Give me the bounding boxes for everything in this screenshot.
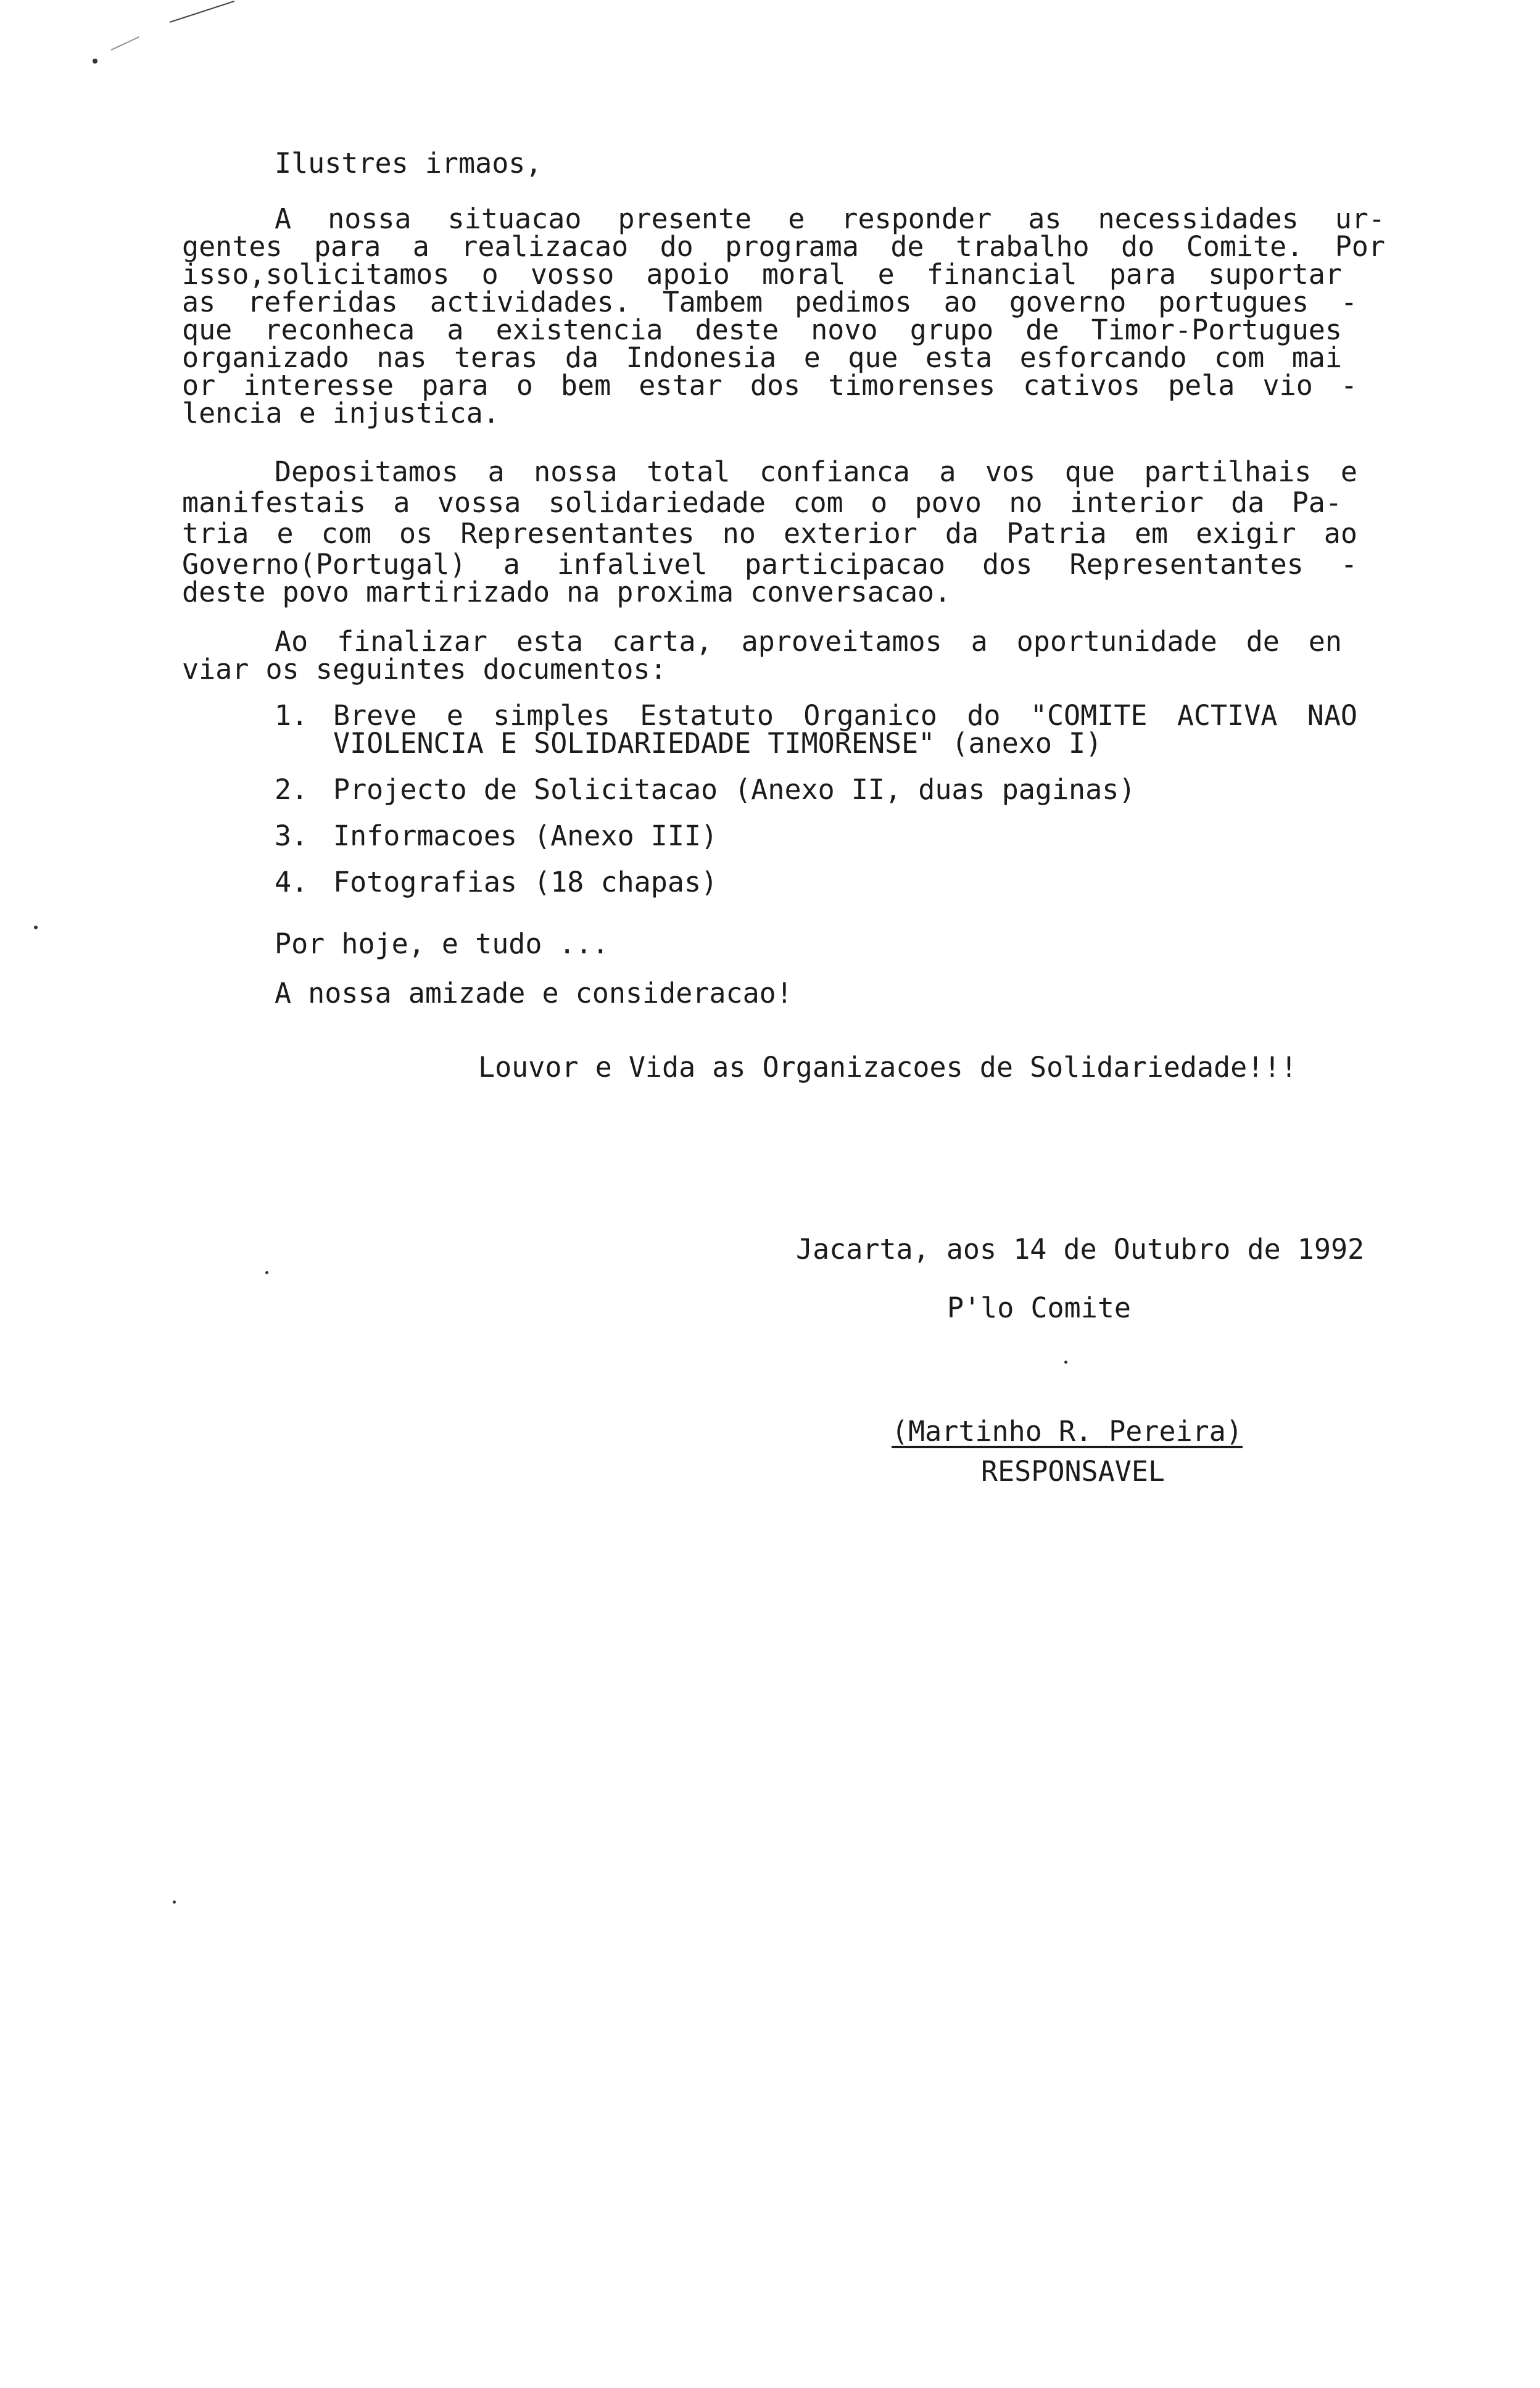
paragraph-3-line: Ao finalizar esta carta, aproveitamos a oportunidade de en [275,625,1342,658]
paragraph-1-line: A nossa situacao presente e responder as necessidades ur- [275,202,1385,235]
scan-speck [34,926,38,929]
paragraph-1-line: que reconheca a existencia deste novo grupo de Timor-Portugues [182,313,1342,346]
paragraph-3-line: viar os seguintes documentos: [182,653,667,686]
scan-speck [1064,1361,1067,1364]
document-item-number: 2. [275,773,308,806]
document-item-line: Breve e simples Estatuto Organico do "COMITE ACTIVA NAO [333,699,1357,732]
paragraph-2-line: Governo(Portugal) a infalivel participacao dos Representantes - [182,548,1357,581]
paragraph-1-line: isso,solicitamos o vosso apoio moral e financial para suportar [182,258,1342,291]
scan-speck [93,59,97,64]
scan-speck [173,1901,176,1904]
signatory-name: (Martinho R. Pereira) [892,1415,1243,1448]
document-item-number: 1. [275,699,308,732]
closing-line: Por hoje, e tudo ... [275,927,609,960]
document-item-number: 4. [275,866,308,898]
place-date: Jacarta, aos 14 de Outubro de 1992 [796,1233,1365,1266]
paragraph-1-line: organizado nas teras da Indonesia e que esta esforcando com mai [182,341,1342,374]
paragraph-1-line: as referidas actividades. Tambem pedimos ao governo portugues - [182,286,1357,318]
scan-speck [265,1271,268,1274]
document-item-line: Projecto de Solicitacao (Anexo II, duas paginas) [333,773,1136,806]
document-item-line: VIOLENCIA E SOLIDARIEDADE TIMORENSE" (anexo I) [333,727,1103,760]
paragraph-2-line: manifestais a vossa solidariedade com o povo no interior da Pa- [182,486,1342,519]
salutation: Ilustres irmaos, [275,147,542,180]
committee-line: P'lo Comite [947,1291,1132,1324]
paragraph-1-line: or interesse para o bem estar dos timorenses cativos pela vio - [182,369,1357,402]
slogan: Louvor e Vida as Organizacoes de Solidariedade!!! [478,1051,1298,1084]
paragraph-1-line: gentes para a realizacao do programa de trabalho do Comite. Por [182,230,1385,263]
closing-line: A nossa amizade e consideracao! [275,977,793,1010]
document-item-line: Fotografias (18 chapas) [333,866,718,898]
paragraph-2-line: Depositamos a nossa total confianca a vos que partilhais e [275,455,1357,488]
paragraph-2-line: deste povo martirizado na proxima conversacao. [182,576,951,608]
document-item-number: 3. [275,819,308,852]
paragraph-2-line: tria e com os Representantes no exterior da Patria em exigir ao [182,517,1357,550]
document-item-line: Informacoes (Anexo III) [333,819,718,852]
signatory-role: RESPONSAVEL [981,1455,1165,1488]
paragraph-1-line: lencia e injustica. [182,397,500,429]
scan-mark [170,1,234,23]
scan-mark [111,36,139,51]
